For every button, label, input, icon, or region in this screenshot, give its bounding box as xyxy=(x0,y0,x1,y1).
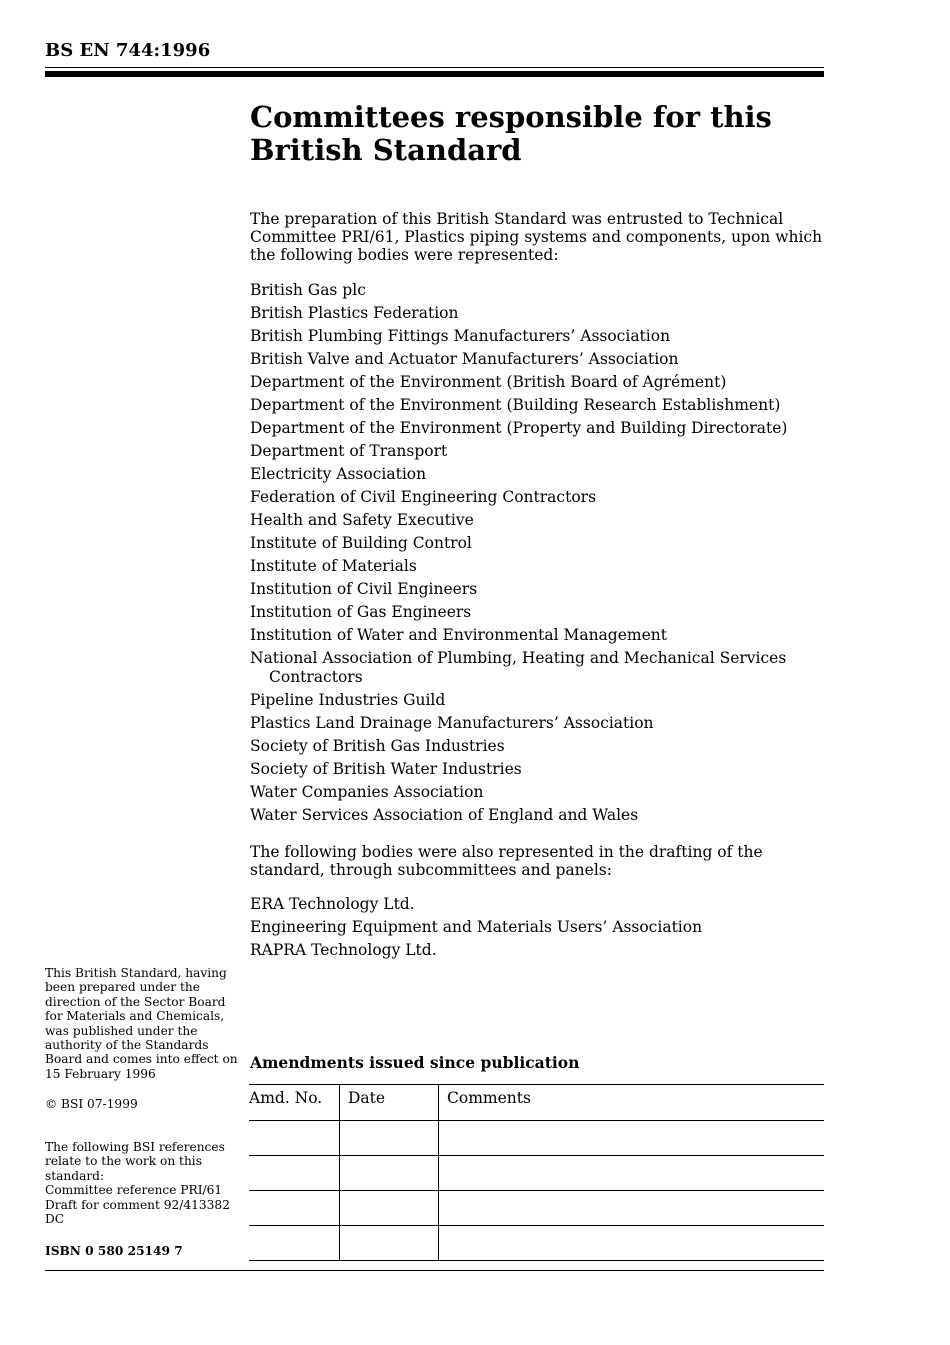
list-item: Society of British Water Industries xyxy=(250,760,522,778)
list-item: Institution of Gas Engineers xyxy=(250,603,472,621)
list-item: Federation of Civil Engineering Contractors xyxy=(250,488,597,506)
amendments-title: Amendments issued since publication xyxy=(250,1053,580,1072)
draft-reference: Draft for comment 92/413382 DC xyxy=(45,1197,230,1227)
table-row xyxy=(249,1226,824,1261)
table-cell xyxy=(340,1226,439,1261)
list-item: Institute of Building Control xyxy=(250,534,472,552)
table-row xyxy=(249,1191,824,1226)
list-item: Department of Transport xyxy=(250,442,448,460)
list-item: Department of the Environment (British Board of Agrément) xyxy=(250,373,727,391)
header-rule-thin xyxy=(45,67,824,68)
list-item: Electricity Association xyxy=(250,465,427,483)
list-item: British Plumbing Fittings Manufacturers’ Association xyxy=(250,327,671,345)
table-cell xyxy=(340,1191,439,1226)
header-rule-thick xyxy=(45,71,824,77)
list-item: Department of the Environment (Property and Building Directorate) xyxy=(250,419,788,437)
list-item: Institution of Civil Engineers xyxy=(250,580,478,598)
list-item: Health and Safety Executive xyxy=(250,511,474,529)
table-cell xyxy=(439,1226,825,1261)
also-represented-list xyxy=(250,895,825,964)
amendments-table xyxy=(249,1084,824,1261)
page-title: Committees responsible for this British Standard xyxy=(250,100,772,167)
copyright-notice: © BSI 07-1999 xyxy=(45,1097,138,1111)
list-item: British Plastics Federation xyxy=(250,304,459,322)
intro-paragraph: The preparation of this British Standard was entrusted to Technical Committee PRI/61, Plastics piping systems and components, upon which the following bodies were represented: xyxy=(250,210,823,264)
list-item: Plastics Land Drainage Manufacturers’ Association xyxy=(250,714,654,732)
list-item: Water Companies Association xyxy=(250,783,484,801)
table-row xyxy=(249,1156,824,1191)
bsi-references xyxy=(45,1140,250,1226)
table-cell xyxy=(439,1191,825,1226)
list-item: National Association of Plumbing, Heating and Mechanical Services Contractors xyxy=(250,649,787,686)
table-row xyxy=(249,1121,824,1156)
list-item: Engineering Equipment and Materials Users’ Association xyxy=(250,918,703,936)
list-item: Institute of Materials xyxy=(250,557,417,575)
references-intro: The following BSI references relate to the work on this standard: xyxy=(45,1140,225,1183)
list-item: Pipeline Industries Guild xyxy=(250,691,446,709)
table-cell xyxy=(249,1191,340,1226)
table-cell xyxy=(249,1121,340,1156)
table-cell xyxy=(439,1121,825,1156)
list-item: British Gas plc xyxy=(250,281,366,299)
list-item: Society of British Gas Industries xyxy=(250,737,505,755)
standard-number: BS EN 744:1996 xyxy=(45,40,211,61)
list-item: ERA Technology Ltd. xyxy=(250,895,415,913)
table-cell xyxy=(340,1156,439,1191)
list-item: Institution of Water and Environmental Management xyxy=(250,626,667,644)
list-item: British Valve and Actuator Manufacturers’ Association xyxy=(250,350,679,368)
table-cell xyxy=(249,1156,340,1191)
table-cell xyxy=(340,1121,439,1156)
table-header-row xyxy=(249,1085,824,1121)
represented-bodies-list xyxy=(250,281,825,829)
also-represented-paragraph: The following bodies were also represented in the drafting of the standard, through subcommittees and panels: xyxy=(250,843,763,879)
list-item: Department of the Environment (Building Research Establishment) xyxy=(250,396,781,414)
column-header: Date xyxy=(340,1085,439,1121)
table-cell xyxy=(439,1156,825,1191)
publication-note: This British Standard, having been prepared under the direction of the Sector Board for Materials and Chemicals, was published under the authority of the Standards Board and comes into effect on 15 February 1996 xyxy=(45,966,238,1081)
list-item: RAPRA Technology Ltd. xyxy=(250,941,437,959)
column-header: Amd. No. xyxy=(249,1085,340,1121)
committee-reference: Committee reference PRI/61 xyxy=(45,1183,223,1198)
list-item: Water Services Association of England and Wales xyxy=(250,806,639,824)
column-header: Comments xyxy=(439,1085,825,1121)
footer-rule xyxy=(45,1270,824,1271)
isbn: ISBN 0 580 25149 7 xyxy=(45,1244,183,1258)
table-cell xyxy=(249,1226,340,1261)
